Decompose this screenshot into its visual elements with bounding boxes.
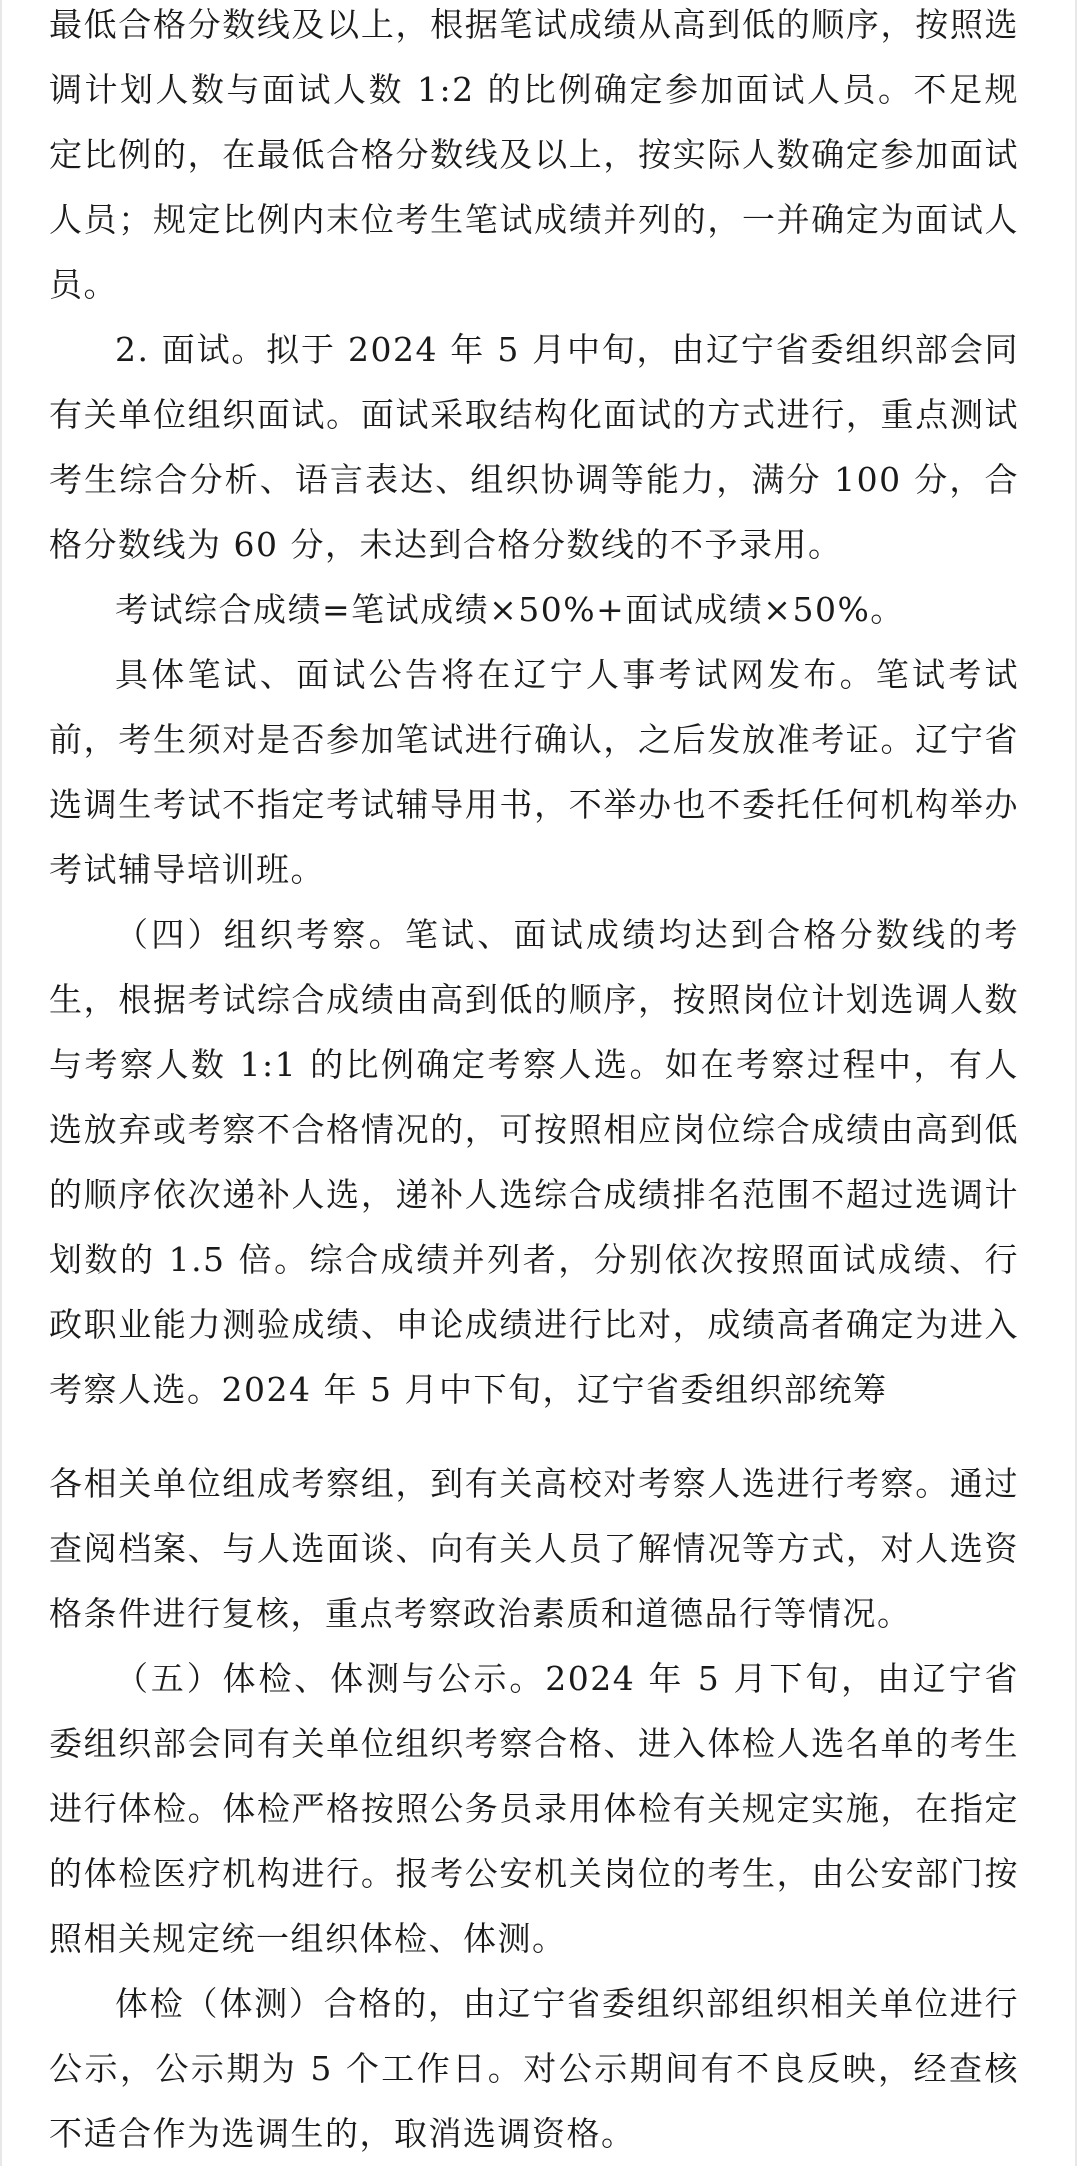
paragraph-score-formula	[49, 577, 1019, 642]
paragraph-announcement	[49, 642, 1019, 902]
paragraph-heading: 2. 面试。	[115, 330, 267, 369]
paragraph-text: 拟于 2024 年 5 月中旬，由辽宁省委组织部会同有关单位组织面试。面试采取结构化面试的方式进行，重点测试考生综合分析、语言表达、组织协调等能力，满分 100 分，合格分数线为 60 分，未达到合格分数线的不予录用。	[49, 330, 1019, 564]
paragraph-text: 考试综合成绩=笔试成绩×50%+面试成绩×50%。	[115, 590, 905, 629]
paragraph-text: 各相关单位组成考察组，到有关高校对考察人选进行考察。通过查阅档案、与人选面谈、向有关人员了解情况等方式，对人选资格条件进行复核，重点考察政治素质和道德品行等情况。	[49, 1464, 1019, 1633]
paragraph-heading: （五）体检、体测与公示。	[115, 1659, 546, 1698]
paragraph-text: 笔试、面试成绩均达到合格分数线的考生，根据考试综合成绩由高到低的顺序，按照岗位计划选调人数与考察人数 1:1 的比例确定考察人选。如在考察过程中，有人选放弃或考察不合格情况的，可按照相应岗位综合成绩由高到低的顺序依次递补人选，递补人选综合成绩排名范围不超过选调计划数的 1.5 倍。综合成绩并列者，分别依次按照面试成绩、行政职业能力测验成绩、申论成绩进行比对，成绩高者确定为进入考察人选。2024 年 5 月中下旬，辽宁省委组织部统筹	[49, 915, 1020, 1409]
paragraph-interview-selection	[49, 0, 1019, 317]
paragraph-text: 具体笔试、面试公告将在辽宁人事考试网发布。笔试考试前，考生须对是否参加笔试进行确认，之后发放准考证。辽宁省选调生考试不指定考试辅导用书，不举办也不委托任何机构举办考试辅导培训班。	[49, 655, 1019, 889]
paragraph-text: 最低合格分数线及以上，根据笔试成绩从高到低的顺序，按照选调计划人数与面试人数 1:2 的比例确定参加面试人员。不足规定比例的，在最低合格分数线及以上，按实际人数确定参加面试人员；规定比例内末位考生笔试成绩并列的，一并确定为面试人员。	[49, 5, 1019, 304]
paragraph-text: 2024 年 5 月下旬，由辽宁省委组织部会同有关单位组织考察合格、进入体检人选名单的考生进行体检。体检严格按照公务员录用体检有关规定实施，在指定的体检医疗机构进行。报考公安机关岗位的考生，由公安部门按照相关规定统一组织体检、体测。	[49, 1659, 1019, 1958]
paragraph-inspection-continued	[49, 1451, 1019, 1646]
paragraph-text: 体检（体测）合格的，由辽宁省委组织部组织相关单位进行公示，公示期为 5 个工作日。对公示期间有不良反映，经查核不适合作为选调生的，取消选调资格。	[49, 1984, 1019, 2153]
paragraph-heading: （四）组织考察。	[115, 915, 405, 954]
document-body	[49, 0, 1019, 2166]
paragraph-interview	[49, 317, 1019, 577]
paragraph-inspection	[49, 902, 1019, 1422]
paragraph-physical-exam	[49, 1646, 1019, 1971]
paragraph-publicity	[49, 1971, 1019, 2166]
